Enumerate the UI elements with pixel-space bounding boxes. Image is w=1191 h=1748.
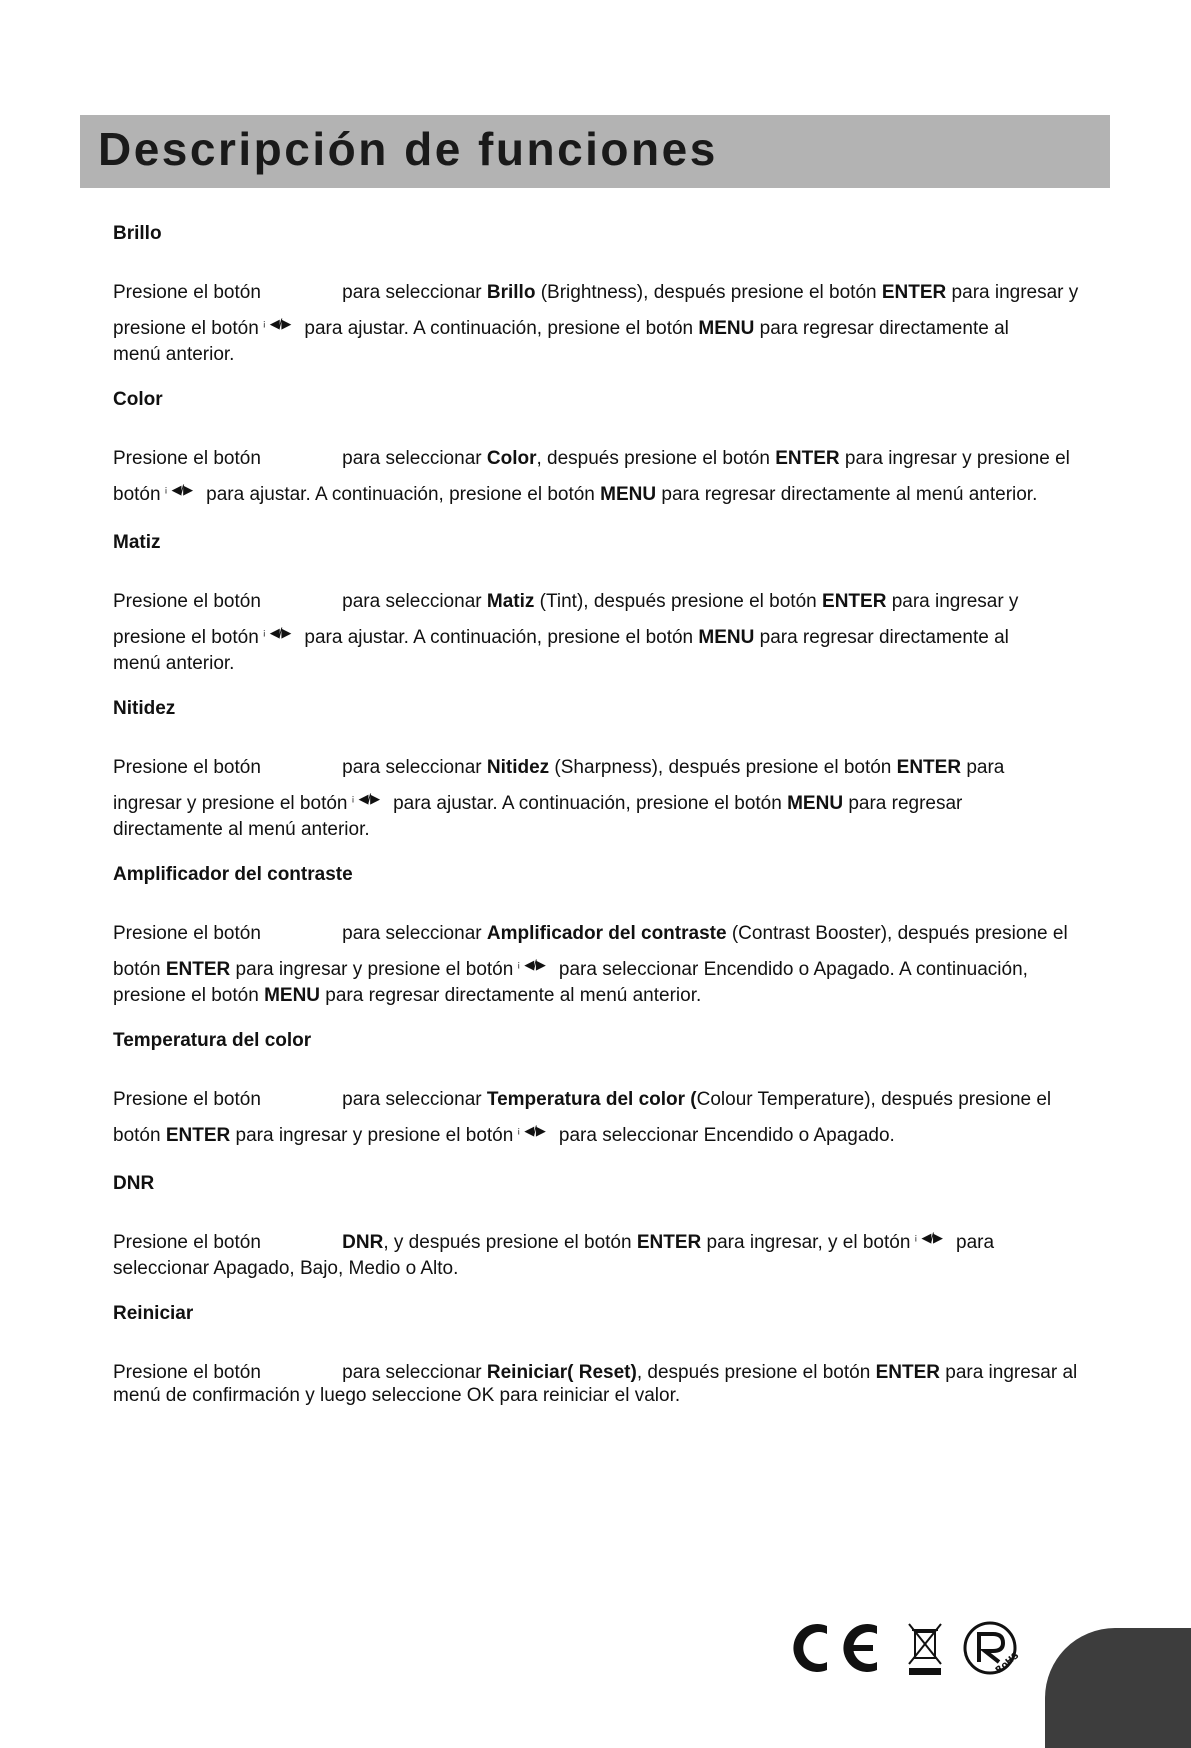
menu-key-label: MENU (600, 484, 657, 505)
section-text (113, 447, 1113, 509)
text-run: para seleccionar Encendido o Apagado. (558, 1125, 895, 1146)
enter-key-label: ENTER (636, 1232, 702, 1253)
tick-mark: ¡ (262, 318, 266, 328)
text-run: para regresar directamente al menú anterior. (656, 484, 1038, 505)
section-text (113, 1231, 1113, 1280)
text-run: para ajustar. A continuación, presione el botón (393, 793, 788, 814)
text-run: (Sharpness), después presione el botón (549, 757, 897, 778)
enter-key-label: ENTER (875, 1362, 940, 1383)
text-run: para seleccionar Encendido o Apagado. A continuación, (558, 959, 1028, 980)
text-run: Presione el botón (113, 448, 261, 469)
weee-bin-icon (909, 1624, 941, 1675)
section-temperatura (113, 1029, 1113, 1150)
page-title: Descripción de funciones (98, 123, 718, 175)
section-heading: Nitidez (113, 698, 176, 719)
function-descriptions (113, 222, 1113, 1407)
logos-svg (785, 1618, 1025, 1678)
bold-term: Nitidez (486, 757, 550, 778)
tick-mark: ¡ (262, 627, 266, 637)
section-heading: Color (113, 389, 163, 410)
text-run: para ingresar y presione el botón (230, 959, 514, 980)
section-amplificador (113, 863, 1113, 1007)
enter-key-label: ENTER (775, 448, 840, 469)
tick-mark: ¡ (164, 484, 168, 494)
section-heading: Brillo (113, 223, 162, 244)
text-run: para seleccionar (342, 1089, 487, 1110)
text-run: menú anterior. (113, 344, 235, 365)
section-heading: Reiniciar (113, 1303, 194, 1324)
left-right-arrows-icon: ◀/▶ (269, 316, 291, 331)
title-band (80, 115, 1110, 188)
text-run: seleccionar Apagado, Bajo, Medio o Alto. (113, 1258, 459, 1279)
bold-term: DNR (342, 1232, 384, 1253)
left-right-arrows-icon: ◀/▶ (269, 625, 291, 640)
text-run: para ingresar y presione el botón (230, 1125, 514, 1146)
enter-key-label: ENTER (165, 959, 231, 980)
menu-key-label: MENU (264, 985, 321, 1006)
text-run: (Tint), después presione el botón (534, 591, 823, 612)
text-run: para seleccionar (342, 923, 487, 944)
text-line (113, 1124, 1113, 1150)
text-run: para seleccionar (342, 757, 487, 778)
enter-key-label: ENTER (881, 282, 947, 303)
section-color (113, 388, 1113, 509)
text-run: para seleccionar (342, 282, 487, 303)
text-run: para ajustar. A continuación, presione el botón (206, 484, 601, 505)
text-run: para (961, 757, 1005, 778)
text-run: para ajustar. A continuación, presione el botón (304, 318, 699, 339)
rohs-text: RoHS (994, 1650, 1022, 1676)
section-text (113, 590, 1113, 675)
text-run: Presione el botón (113, 1089, 261, 1110)
text-run: para regresar (843, 793, 963, 814)
text-run: botón (113, 1125, 166, 1146)
text-run: para ingresar y presione el (839, 448, 1070, 469)
enter-key-label: ENTER (822, 591, 887, 612)
section-heading: Temperatura del color (113, 1030, 312, 1051)
bold-term: Brillo (486, 282, 536, 303)
tick-mark: ¡ (351, 793, 355, 803)
left-right-arrows-icon: ◀/▶ (171, 482, 193, 497)
page-corner-tab (1045, 1628, 1191, 1748)
text-run: para seleccionar (342, 1362, 487, 1383)
text-run: Presione el botón (113, 1362, 261, 1383)
left-right-arrows-icon: ◀/▶ (921, 1230, 943, 1245)
text-line (113, 483, 1113, 509)
enter-key-label: ENTER (896, 757, 962, 778)
section-reiniciar (113, 1302, 1113, 1407)
text-run: para (956, 1232, 995, 1253)
text-run: Colour Temperature), después presione el (696, 1089, 1052, 1110)
bold-term: Amplificador del contraste (486, 923, 727, 944)
text-run: para ingresar y (886, 591, 1019, 612)
text-run: Presione el botón (113, 757, 261, 778)
text-run: botón (113, 484, 161, 505)
text-run: presione el botón (113, 627, 259, 648)
text-run: Presione el botón (113, 591, 261, 612)
text-run: para regresar directamente al (754, 627, 1009, 648)
section-heading: Matiz (113, 532, 161, 553)
menu-key-label: MENU (698, 318, 755, 339)
bold-term: Reiniciar( Reset) (486, 1362, 637, 1383)
text-run: para seleccionar (342, 591, 487, 612)
section-brillo (113, 222, 1113, 366)
section-heading: Amplificador del contraste (113, 864, 353, 885)
text-run: (Brightness), después presione el botón (535, 282, 882, 303)
text-run: botón (113, 959, 166, 980)
text-run: presione el botón (113, 985, 265, 1006)
section-heading: DNR (113, 1173, 155, 1194)
text-line (113, 958, 1113, 1007)
left-right-arrows-icon: ◀/▶ (524, 1123, 545, 1138)
text-run: Presione el botón (113, 1232, 261, 1253)
text-run: Presione el botón (113, 923, 261, 944)
text-line (113, 792, 1113, 841)
text-run: para ingresar, y el botón (701, 1232, 911, 1253)
section-text (113, 756, 1113, 841)
section-text (113, 281, 1113, 366)
text-run: ingresar y presione el botón (113, 793, 348, 814)
text-run: para ajustar. A continuación, presione el botón (304, 627, 699, 648)
menu-key-label: MENU (787, 793, 844, 814)
rohs-seal-icon (965, 1623, 1021, 1676)
bold-term: Color (486, 448, 537, 469)
text-line (113, 317, 1113, 366)
text-run: para regresar directamente al (754, 318, 1009, 339)
text-run: para ingresar al (939, 1362, 1078, 1383)
section-dnr (113, 1172, 1113, 1280)
certification-logos (785, 1618, 1025, 1678)
text-run: (Contrast Booster), después presione el (726, 923, 1068, 944)
text-run: , y después presione el botón (383, 1232, 637, 1253)
menu-key-label: MENU (698, 627, 755, 648)
left-right-arrows-icon: ◀/▶ (358, 791, 380, 806)
left-right-arrows-icon: ◀/▶ (524, 957, 545, 972)
ce-mark-icon (793, 1624, 877, 1672)
enter-key-label: ENTER (165, 1125, 231, 1146)
text-run: menú de confirmación y luego seleccione OK para reiniciar el valor. (113, 1385, 681, 1406)
section-text (113, 1088, 1113, 1150)
bold-term: Matiz (486, 591, 535, 612)
text-run: Presione el botón (113, 282, 261, 303)
tick-mark: ¡ (517, 1125, 521, 1135)
section-matiz (113, 531, 1113, 675)
text-line (113, 626, 1113, 675)
tick-mark: ¡ (914, 1232, 918, 1242)
text-run: para ingresar y (946, 282, 1079, 303)
tick-mark: ¡ (517, 959, 521, 969)
section-text (113, 922, 1113, 1007)
section-nitidez (113, 697, 1113, 841)
text-run: presione el botón (113, 318, 259, 339)
section-text (113, 1361, 1113, 1407)
text-run: para seleccionar (342, 448, 487, 469)
text-run: para regresar directamente al menú anterior. (320, 985, 702, 1006)
text-run: menú anterior. (113, 653, 235, 674)
bold-term: Temperatura del color ( (486, 1089, 697, 1110)
text-run: , después presione el botón (636, 1362, 876, 1383)
text-run: directamente al menú anterior. (113, 819, 370, 840)
text-run: , después presione el botón (536, 448, 776, 469)
